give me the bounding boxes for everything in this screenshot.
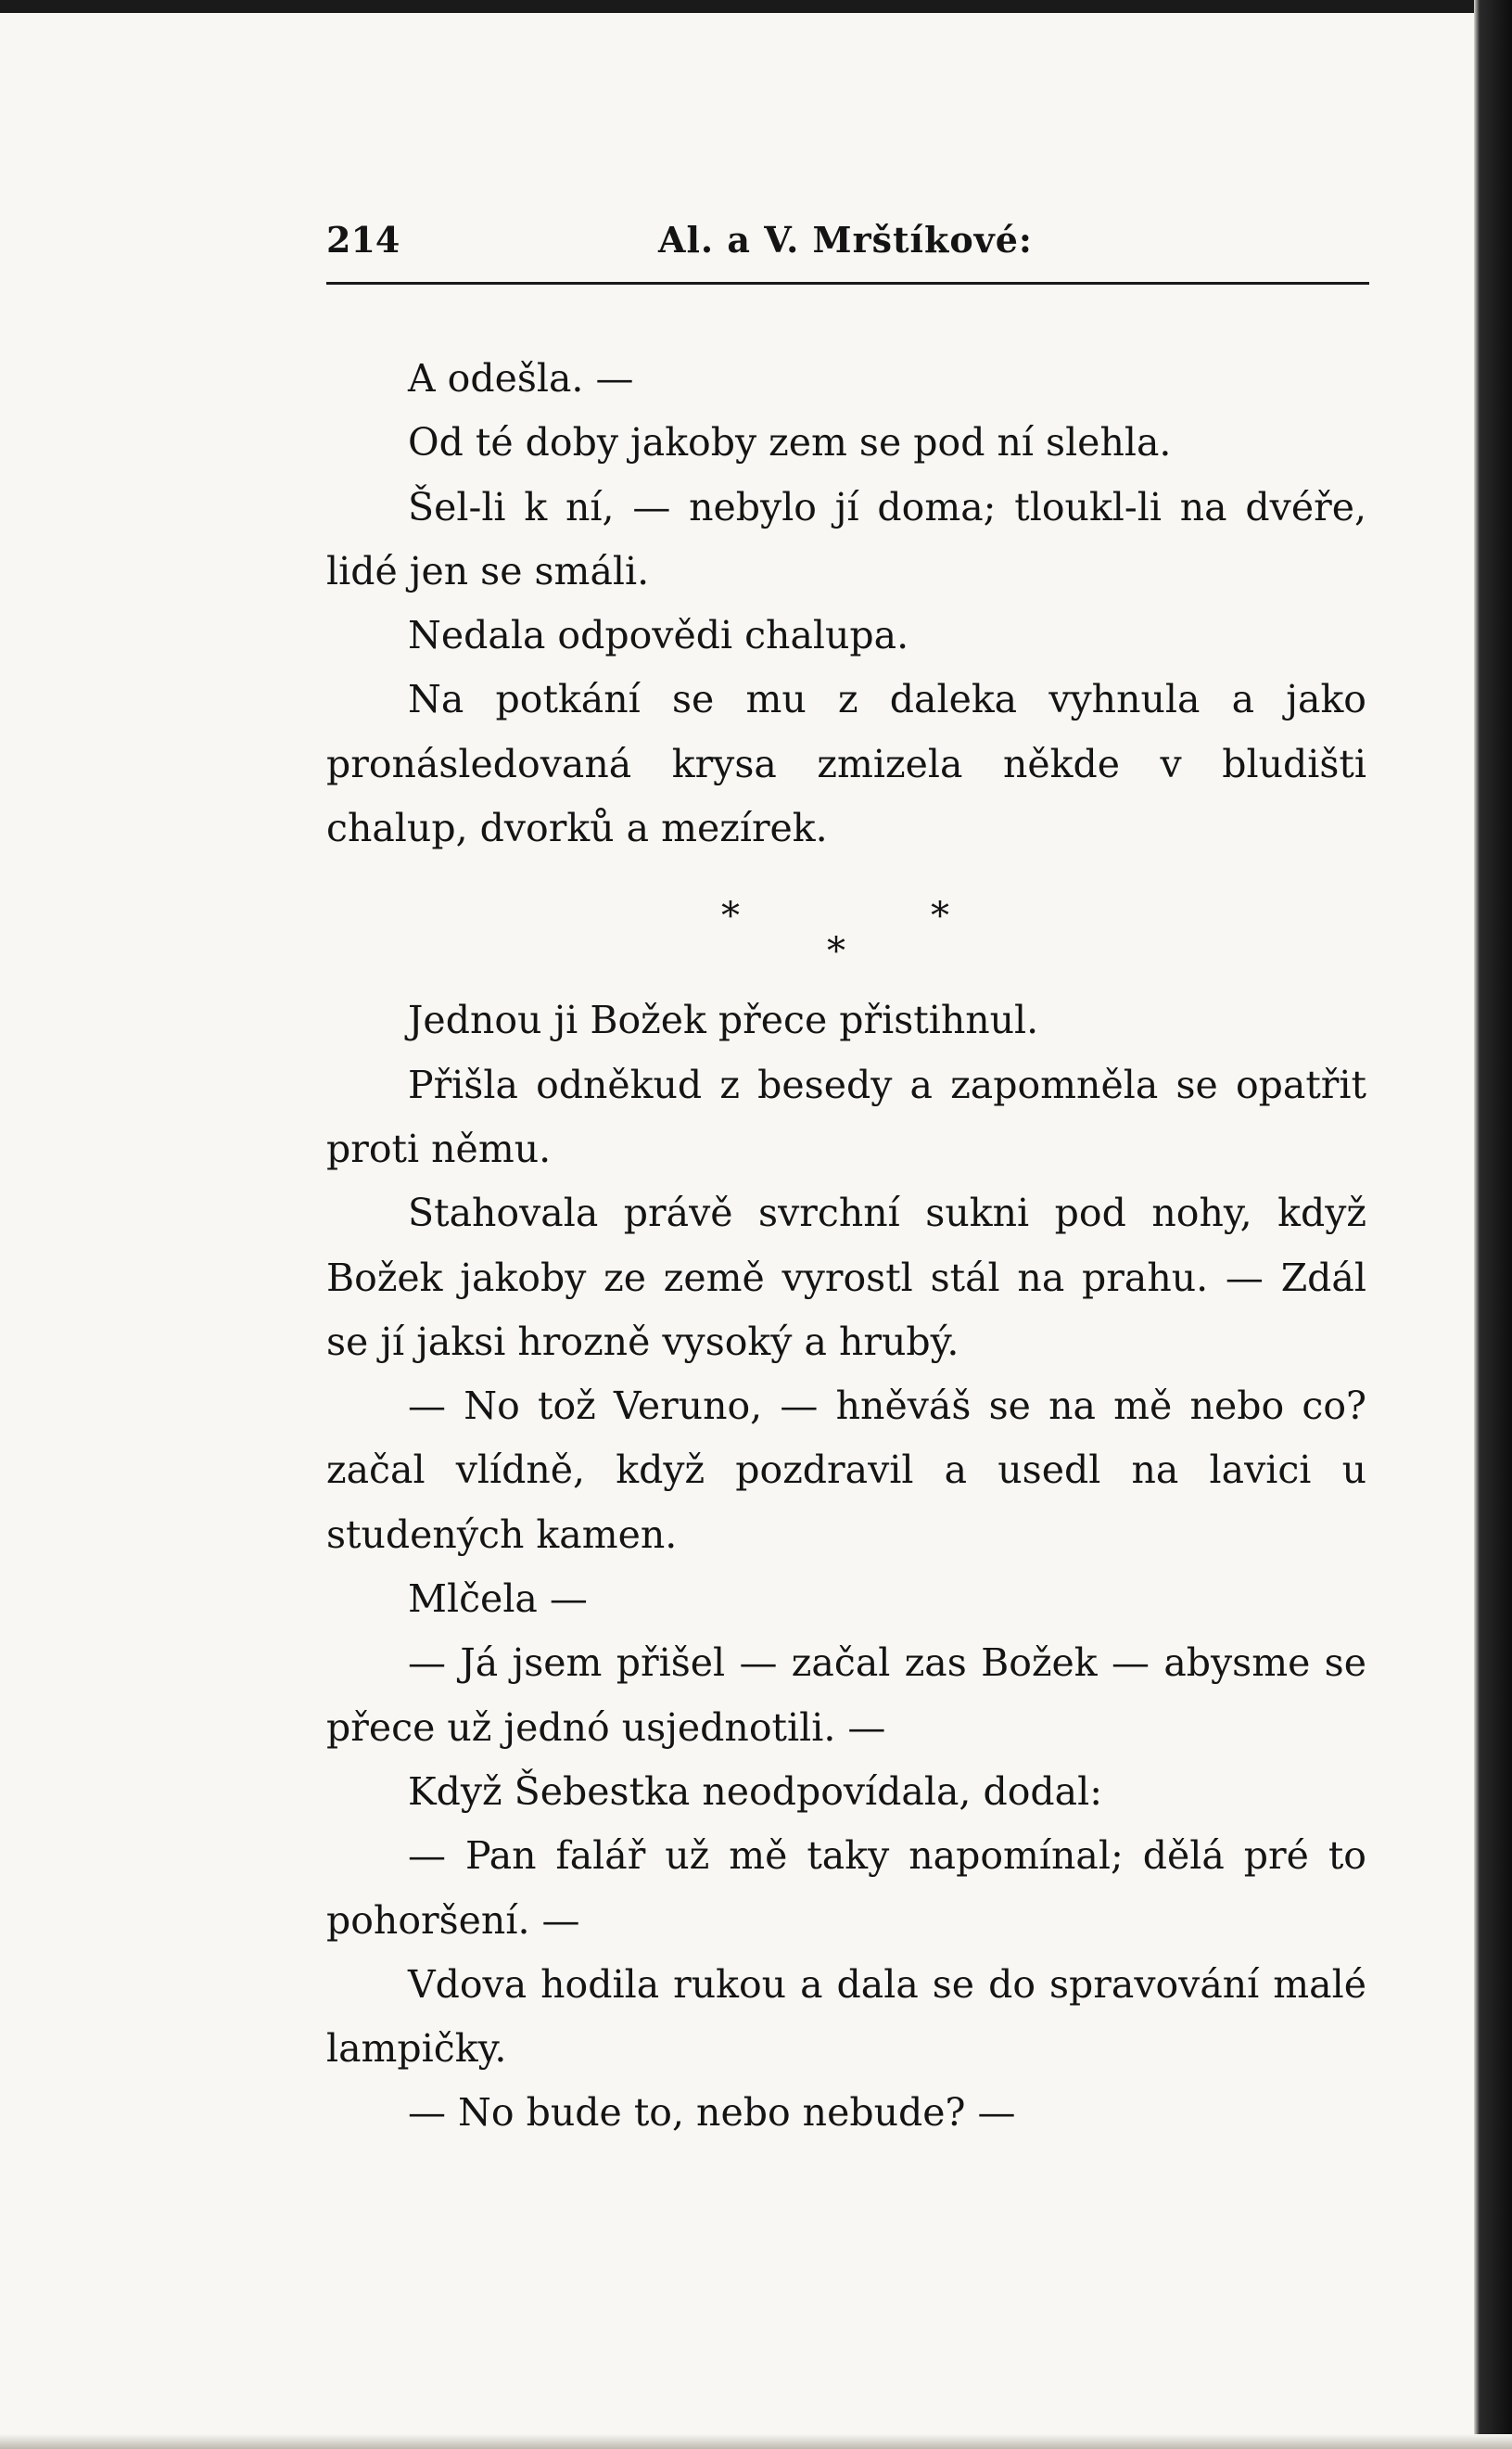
paragraph: Mlčela — [408, 1576, 588, 1622]
page-header [326, 219, 1365, 278]
section-separator [326, 861, 1366, 989]
page-number: 214 [326, 219, 400, 261]
paragraph: Jednou ji Božek přece přistihnul. [408, 998, 1039, 1043]
paragraph: Přišla odněkud z besedy a zapomněla se opatřit proti němu. [326, 1062, 1366, 1171]
running-head: Al. a V. Mrštíkové: [658, 219, 1033, 261]
scan-edge-bottom [0, 2434, 1512, 2449]
header-rule [326, 282, 1369, 285]
paragraph: A odešla. — [408, 356, 634, 401]
paragraph: — No tož Veruno, — hněváš se na mě nebo co? začal vlídně, když pozdravil a usedl na lavici u studených kamen. [326, 1384, 1366, 1557]
paragraph: Nedala odpovědi chalupa. [408, 613, 909, 658]
paragraph: — No bude to, nebo nebude? — [408, 2090, 1016, 2136]
paragraph: Od té doby jakoby zem se pod ní slehla. [408, 420, 1172, 466]
paragraph: Když Šebestka neodpovídala, dodal: [408, 1768, 1103, 1814]
body-text [326, 347, 1366, 2146]
paragraph: Vdova hodila rukou a dala se do spravování malé lampičky. [326, 1961, 1366, 2072]
paragraph: Stahovala právě svrchní sukni pod nohy, když Božek jakoby ze země vyrostl stál na prahu. — Zdál se jí jaksi hrozně vysoký a hrubý. [326, 1191, 1366, 1364]
paragraph: — Pan falář už mě taky napomínal; dělá pré to pohoršení. — [326, 1833, 1366, 1943]
paragraph: Šel-li k ní, — nebylo jí doma; tloukl-li na dvéře, lidé jen se smáli. [326, 484, 1366, 593]
paragraph: — Já jsem přišel — začal zas Božek — abysme se přece už jednó usjednotili. — [326, 1640, 1366, 1750]
separator-asterisk: * [721, 895, 740, 938]
scan-edge-top [0, 0, 1512, 13]
paragraph: Na potkání se mu z daleka vyhnula a jako pronásledovaná krysa zmizela někde v bludišti chalup, dvorků a mezírek. [326, 677, 1366, 851]
separator-asterisk: * [827, 930, 845, 974]
separator-asterisk: * [931, 895, 949, 938]
scan-edge-right [1474, 0, 1512, 2449]
